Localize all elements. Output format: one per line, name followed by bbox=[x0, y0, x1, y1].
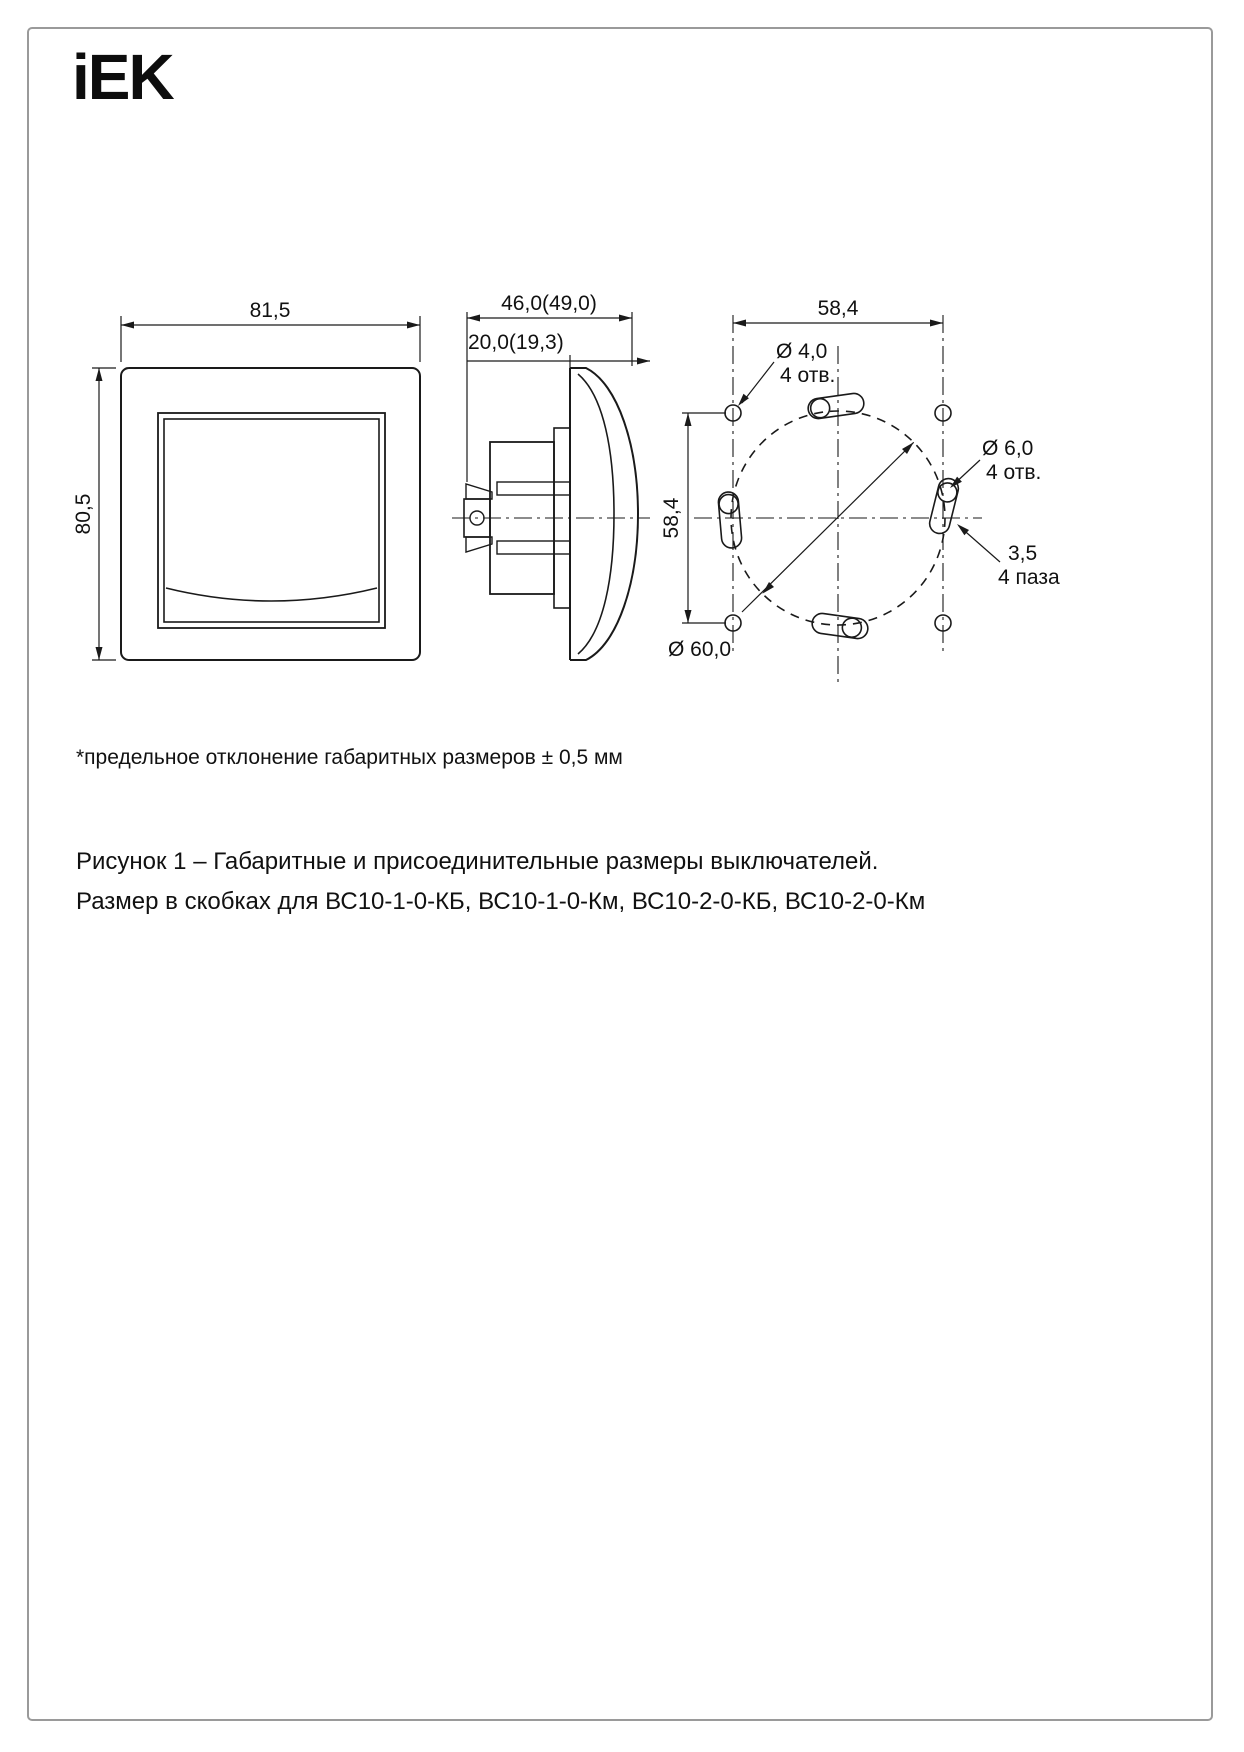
key-seam-curve bbox=[578, 374, 614, 654]
slot-bottom bbox=[811, 612, 869, 640]
arrowhead bbox=[762, 582, 774, 594]
slot-left bbox=[718, 491, 743, 549]
switch-key-outline bbox=[164, 419, 379, 622]
circle-diameter-line bbox=[742, 442, 914, 612]
dim-front-width: 81,5 bbox=[249, 299, 291, 322]
claw-flange-bottom bbox=[497, 541, 570, 554]
figure-caption bbox=[76, 842, 925, 922]
iek-logo: iEK bbox=[72, 41, 173, 113]
front-height-dimension bbox=[92, 368, 116, 660]
label-hole-large-dia: Ø 6,0 bbox=[982, 437, 1034, 460]
switch-key-curve bbox=[166, 588, 377, 601]
dim-side-depth-total: 46,0(49,0) bbox=[501, 292, 597, 315]
side-mech-depth-dimension bbox=[467, 355, 650, 425]
arrowhead bbox=[467, 315, 480, 322]
arrowhead bbox=[930, 320, 943, 327]
dim-side-depth-mech: 20,0(19,3) bbox=[468, 331, 564, 354]
dim-front-height: 80,5 bbox=[72, 493, 95, 535]
arrowhead bbox=[96, 368, 103, 381]
mount-view-drawing bbox=[682, 315, 1000, 682]
arrowhead bbox=[407, 322, 420, 329]
slot-top bbox=[807, 392, 865, 420]
front-width-dimension bbox=[121, 316, 420, 362]
switch-faceplate-outline bbox=[121, 368, 420, 660]
leader-slot bbox=[957, 524, 1000, 562]
dim-mount-hpitch: 58,4 bbox=[817, 297, 859, 320]
mount-hpitch-dimension bbox=[733, 320, 943, 327]
label-hole-small-qty: 4 отв. bbox=[780, 364, 836, 387]
label-hole-large-qty: 4 отв. bbox=[986, 461, 1042, 484]
label-slot-qty: 4 паза bbox=[998, 566, 1060, 589]
figure-caption-line2: Размер в скобках для ВС10-1-0-КБ, ВС10-1-0-Км, ВС10-2-0-КБ, ВС10-2-0-Км bbox=[76, 888, 926, 915]
switch-opening-outline bbox=[158, 413, 385, 628]
label-circle-dia: Ø 60,0 bbox=[668, 638, 732, 661]
leader-hole-small bbox=[738, 362, 774, 406]
arrowhead bbox=[685, 610, 692, 623]
arrowhead bbox=[685, 413, 692, 426]
figure-caption-line1: Рисунок 1 – Габаритные и присоединительные размеры выключателей. bbox=[76, 848, 879, 875]
label-slot-width: 3,5 bbox=[1008, 542, 1038, 565]
front-view-drawing bbox=[92, 316, 420, 660]
tolerance-footnote: *предельное отклонение габаритных размеров ± 0,5 мм bbox=[76, 746, 623, 769]
leader-hole-large bbox=[950, 460, 980, 488]
arrowhead bbox=[733, 320, 746, 327]
claw-flange-top bbox=[497, 482, 570, 495]
claw-lower bbox=[466, 537, 492, 552]
faceplate-profile bbox=[570, 368, 638, 660]
label-hole-small-dia: Ø 4,0 bbox=[776, 340, 828, 363]
arrowhead bbox=[96, 647, 103, 660]
arrowhead bbox=[619, 315, 632, 322]
arrowhead bbox=[637, 358, 650, 365]
claw-upper bbox=[466, 484, 492, 499]
dim-mount-vpitch: 58,4 bbox=[660, 497, 683, 539]
side-view-drawing bbox=[452, 312, 650, 660]
arrowhead bbox=[121, 322, 134, 329]
